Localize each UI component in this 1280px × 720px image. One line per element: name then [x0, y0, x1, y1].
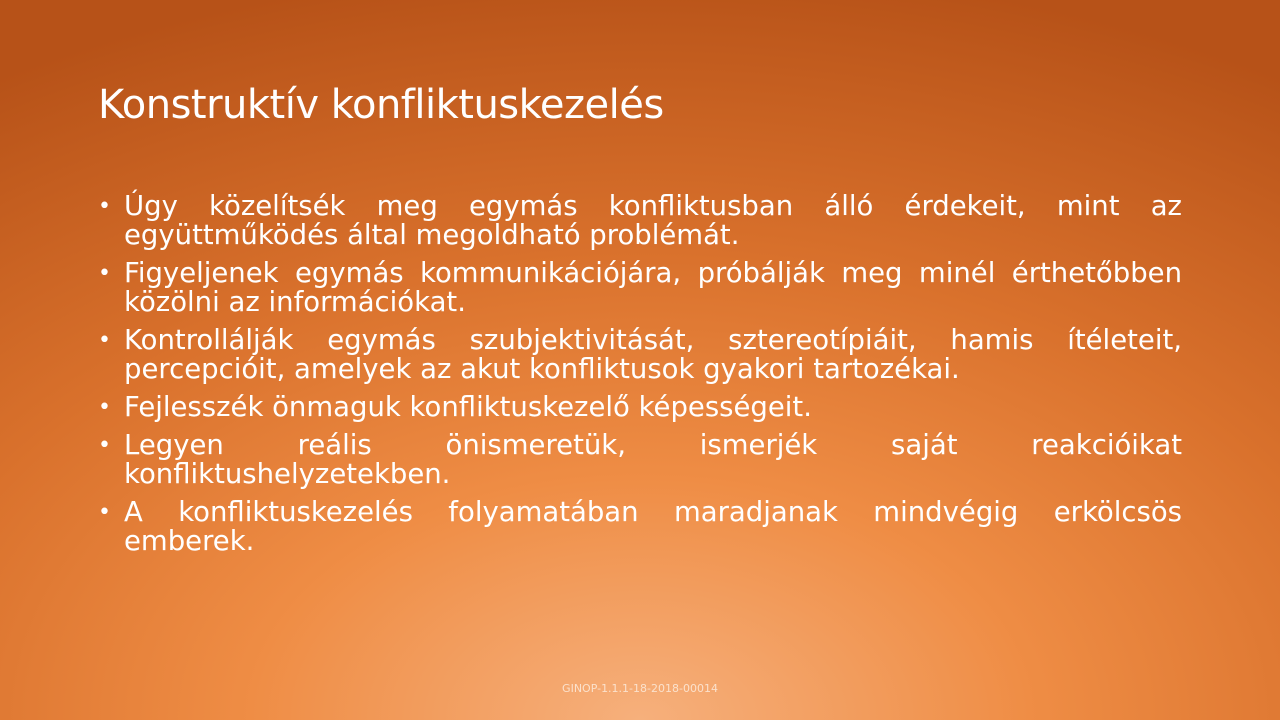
bullet-text: Figyeljenek egymás kommunikációjára, próbálják meg minél érthetőbben közölni az információkat. — [124, 257, 1182, 318]
bullet-text: Legyen reális önismeretük, ismerjék saját reakcióikat konfliktushelyzetekben. — [124, 429, 1182, 490]
bullet-item — [98, 192, 1182, 250]
bullet-list — [98, 192, 1182, 565]
bullet-text: Kontrollálják egymás szubjektivitását, sztereotípiáit, hamis ítéleteit, percepcióit, amelyek az akut konfliktusok gyakori tartozékai. — [124, 324, 1182, 385]
bullet-item — [98, 326, 1182, 384]
bullet-icon: • — [98, 395, 111, 420]
bullet-item — [98, 431, 1182, 489]
bullet-text: Úgy közelítsék meg egymás konfliktusban álló érdekeit, mint az együttműködés által megoldható problémát. — [124, 190, 1182, 251]
bullet-icon: • — [98, 194, 111, 219]
bullet-item — [98, 393, 1182, 422]
footer-project-code: GINOP-1.1.1-18-2018-00014 — [562, 682, 718, 695]
bullet-icon: • — [98, 433, 111, 458]
bullet-icon: • — [98, 328, 111, 353]
bullet-text: A konfliktuskezelés folyamatában maradjanak mindvégig erkölcsös emberek. — [124, 496, 1182, 557]
bullet-text: Fejlesszék önmaguk konfliktuskezelő képességeit. — [124, 391, 812, 423]
slide-title: Konstruktív konfliktuskezelés — [98, 82, 664, 128]
bullet-icon: • — [98, 500, 111, 525]
bullet-item — [98, 259, 1182, 317]
bullet-icon: • — [98, 261, 111, 286]
bullet-item — [98, 498, 1182, 556]
